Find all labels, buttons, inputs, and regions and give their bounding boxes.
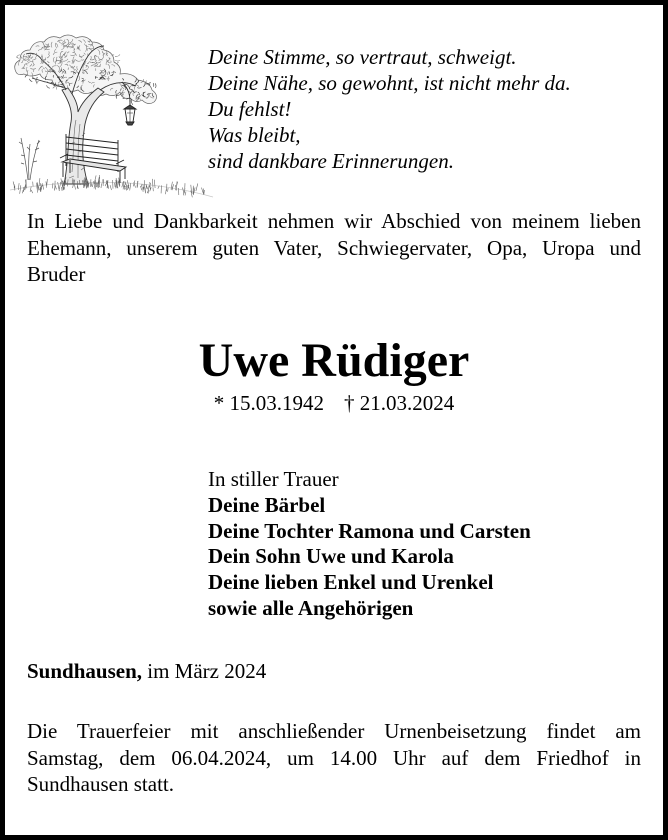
life-dates [0, 390, 668, 416]
mourner-name: sowie alle Angehörigen [208, 595, 414, 620]
intro-line: Ehemann, unserem guten Vater, Schwiegervater, Opa, Uropa und [27, 235, 641, 260]
poem [208, 44, 571, 174]
mourners-heading: In stiller Trauer [208, 467, 339, 491]
birth-date: * 15.03.1942 [213, 391, 324, 415]
funeral-line: Die Trauerfeier mit anschließender Urnenbeisetzung findet am [27, 719, 641, 743]
mourners-block [208, 467, 531, 622]
poem-line: Was bleibt, [208, 123, 301, 147]
tree-trunk [62, 88, 104, 184]
place: Sundhausen, [27, 659, 142, 683]
intro-line: In Liebe und Dankbarkeit nehmen wir Abschied von meinem lieben [27, 209, 641, 233]
poem-line: Du fehlst! [208, 97, 292, 121]
poem-line: Deine Nähe, so gewohnt, ist nicht mehr da. [208, 71, 571, 95]
poem-line: sind dankbare Erinnerungen. [208, 149, 454, 173]
tree-bench-illustration [8, 32, 220, 204]
mourner-name: Deine Bärbel [208, 492, 326, 517]
poem-line: Deine Stimme, so vertraut, schweigt. [208, 45, 517, 69]
mourner-name: Dein Sohn Uwe und Karola [208, 544, 454, 569]
shrub [19, 138, 40, 180]
grass-strokes [13, 175, 204, 197]
mourner-name: Deine lieben Enkel und Urenkel [208, 570, 494, 595]
mourner-name: Deine Tochter Ramona und Carsten [208, 518, 531, 543]
place-and-date [27, 658, 266, 684]
intro-line: Bruder [27, 262, 86, 286]
death-date: † 21.03.2024 [344, 391, 455, 415]
date: im März 2024 [147, 659, 267, 683]
funeral-line: Sundhausen statt. [27, 772, 174, 796]
funeral-line: Samstag, dem 06.04.2024, um 14.00 Uhr auf dem Friedhof in [27, 745, 641, 770]
funeral-notice [27, 718, 641, 798]
lantern [124, 100, 136, 125]
intro-paragraph [27, 208, 641, 288]
deceased-name: Uwe Rüdiger [198, 334, 470, 387]
grass [13, 175, 204, 197]
